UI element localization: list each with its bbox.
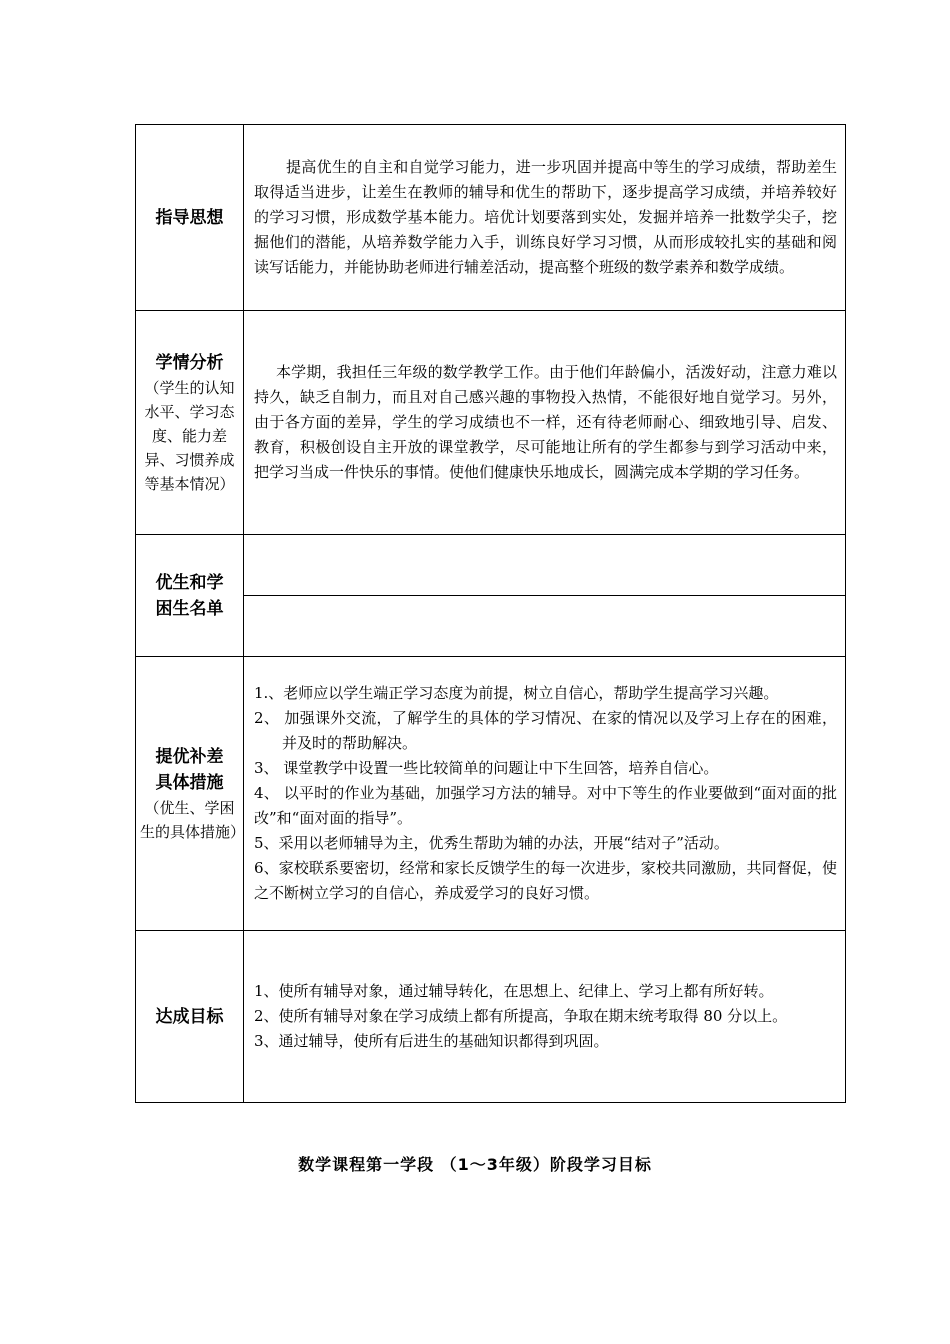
measure-item: 3、 课堂教学中设置一些比较简单的问题让中下生回答，培养自信心。 [254,759,719,777]
content-cell-guiding [244,125,846,311]
label-cell-analysis [136,311,244,535]
row-goals [136,931,846,1103]
guiding-text: 提高优生的自主和自觉学习能力，进一步巩固并提高中等生的学习成绩，帮助差生取得适当进步，让差生在教师的辅导和优生的帮助下，逐步提高学习成绩，并培养较好的学习习惯，形成数学基本能力。培优计划要落到实处，发掘并培养一批数学尖子，挖掘他们的潜能，从培养数学能力入手，训练良好学习习惯，从而形成较扎实的基础和阅读写话能力，并能协助老师进行辅差活动，提高整个班级的数学素养和数学成绩。 [254,158,837,276]
label-names-line1: 优生和学 [155,572,224,593]
label-measures-line2: 具体措施 [155,772,224,793]
label-cell-measures [136,657,244,931]
goal-item: 3、通过辅导，使所有后进生的基础知识都得到巩固。 [254,1032,609,1050]
goal-item: 2、使所有辅导对象在学习成绩上都有所提高，争取在期末统考取得 80 分以上。 [254,1007,788,1025]
label-cell-names [136,535,244,657]
measure-item: 4、 以平时的作业为基础，加强学习方法的辅导。对中下等生的作业要做到“面对面的批改”和“面对面的指导”。 [254,784,837,827]
measure-item: 1.、老师应以学生端正学习态度为前提，树立自信心，帮助学生提高学习兴趣。 [254,684,779,702]
content-cell-measures [244,657,846,931]
row-name-list-top [136,535,846,596]
goal-item: 1、使所有辅导对象，通过辅导转化，在思想上、纪律上、学习上都有所好转。 [254,982,774,1000]
label-cell-guiding [136,125,244,311]
analysis-text: 本学期，我担任三年级的数学教学工作。由于他们年龄偏小，活泼好动，注意力难以持久，缺乏自制力，而且对自己感兴趣的事物投入热情，不能很好地自觉学习。另外，由于各方面的差异，学生的学习成绩也不一样，还有待老师耐心、细致地引导、启发、教育，积极创设自主开放的课堂教学，尽可能地让所有的学生都参与到学习活动中来，把学习当成一件快乐的事情。使他们健康快乐地成长，圆满完成本学期的学习任务。 [254,363,837,481]
row-guiding-ideology [136,125,846,311]
label-measures-sub: （优生、学困生的具体措施） [140,798,246,841]
measure-item: 2、 加强课外交流，了解学生的具体的学习情况、在家的情况以及学习上存在的困难，并及时的帮助解决。 [254,709,837,752]
measure-item: 6、家校联系要密切，经常和家长反馈学生的每一次进步，家校共同激励，共同督促，使之不断树立学习的自信心，养成爱学习的良好习惯。 [254,859,837,902]
names-blank-top [244,535,846,596]
label-names-line2: 困生名单 [155,598,224,619]
label-cell-goals [136,931,244,1103]
row-measures [136,657,846,931]
label-analysis: 学情分析 [155,352,224,373]
names-blank-bottom [244,596,846,657]
label-guiding: 指导思想 [155,207,224,228]
content-cell-analysis [244,311,846,535]
section-heading: 数学课程第一学段 （1～3年级）阶段学习目标 [298,1155,652,1174]
measure-item: 5、采用以老师辅导为主，优秀生帮助为辅的办法，开展“结对子”活动。 [254,834,729,852]
tutoring-plan-table [135,124,846,1103]
content-cell-goals [244,931,846,1103]
label-measures-line1: 提优补差 [155,746,224,767]
label-analysis-sub: （学生的认知水平、学习态度、能力差异、习惯养成等基本情况） [144,378,235,493]
row-student-analysis [136,311,846,535]
label-goals: 达成目标 [155,1006,224,1027]
